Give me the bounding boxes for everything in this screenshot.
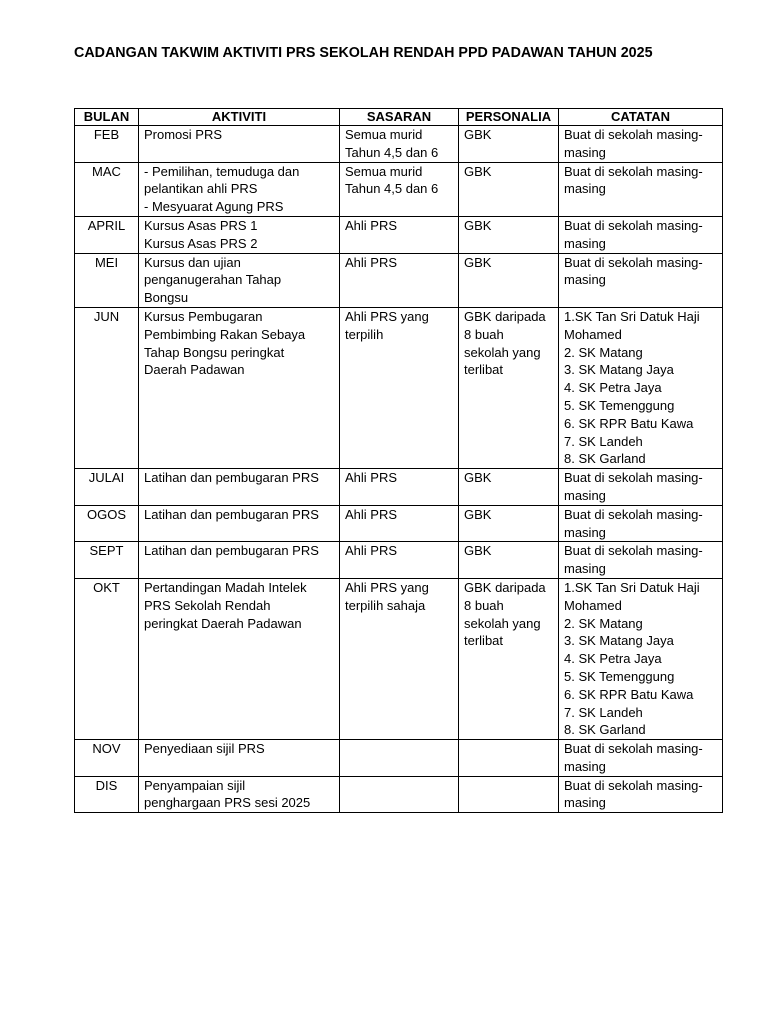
cell-personalia [459,776,559,813]
cell-aktiviti [139,216,340,253]
cell-catatan [559,542,723,579]
cell-personalia [459,253,559,307]
cell-personalia [459,505,559,542]
cell-line: Buat di sekolah masing- [564,163,703,179]
cell-personalia [459,578,559,739]
cell-line: GBK [464,470,492,486]
table-row [75,776,723,813]
cell-line: 8 buah [464,326,504,342]
cell-line: Tahun 4,5 dan 6 [345,144,439,160]
cell-line: Buat di sekolah masing- [564,543,703,559]
cell-line: peringkat Daerah Padawan [144,615,302,631]
header-sasaran: SASARAN [340,109,459,126]
cell-aktiviti [139,469,340,506]
cell-line: Buat di sekolah masing- [564,470,703,486]
cell-line: - Pemilihan, temuduga dan [144,163,300,179]
cell-bulan: JUN [75,307,139,468]
cell-line: terpilih sahaja [345,597,426,613]
cell-line: 3. SK Matang Jaya [564,633,674,649]
cell-line: GBK [464,543,492,559]
cell-line: Buat di sekolah masing- [564,127,703,142]
cell-line: Penyediaan sijil PRS [144,741,265,757]
cell-line: 8 buah [464,597,504,613]
cell-line: Ahli PRS yang [345,579,429,595]
table-row [75,253,723,307]
cell-line: Buat di sekolah masing- [564,777,703,793]
cell-line: Promosi PRS [144,127,223,142]
cell-line: Kursus dan ujian [144,254,241,270]
cell-sasaran [340,740,459,777]
cell-line: Buat di sekolah masing- [564,506,703,522]
cell-line: Pembimbing Rakan Sebaya [144,326,306,342]
cell-line: 7. SK Landeh [564,704,643,720]
table-row [75,542,723,579]
cell-line: Semua murid [345,127,423,142]
document-title: CADANGAN TAKWIM AKTIVITI PRS SEKOLAH RENDAH PPD PADAWAN TAHUN 2025 [74,45,653,61]
cell-line: terlibat [464,362,504,378]
cell-line: 8. SK Garland [564,451,646,467]
table-body [75,126,723,813]
cell-sasaran [340,578,459,739]
cell-aktiviti [139,307,340,468]
cell-personalia [459,740,559,777]
cell-line: sekolah yang [464,344,541,360]
cell-line: GBK daripada [464,308,546,324]
cell-personalia [459,542,559,579]
cell-sasaran [340,469,459,506]
cell-bulan: MEI [75,253,139,307]
cell-line: 8. SK Garland [564,722,646,738]
cell-line: GBK [464,163,492,179]
cell-line: 5. SK Temenggung [564,397,675,413]
cell-line: 2. SK Matang [564,615,643,631]
header-row [75,109,723,126]
cell-line: Latihan dan pembugaran PRS [144,543,319,559]
cell-line: Ahli PRS yang [345,308,429,324]
cell-line: Pertandingan Madah Intelek [144,579,307,595]
cell-line: sekolah yang [464,615,541,631]
cell-sasaran [340,126,459,163]
cell-line: GBK [464,254,492,270]
cell-personalia [459,126,559,163]
cell-line: 5. SK Temenggung [564,668,675,684]
cell-line: 1.SK Tan Sri Datuk Haji [564,579,700,595]
cell-line: Ahli PRS [345,470,398,486]
cell-line: masing [564,272,606,288]
cell-line: Kursus Pembugaran [144,308,263,324]
cell-bulan: DIS [75,776,139,813]
cell-personalia [459,216,559,253]
cell-line: masing [564,795,606,811]
cell-bulan: OKT [75,578,139,739]
cell-sasaran [340,776,459,813]
cell-bulan: JULAI [75,469,139,506]
cell-catatan [559,162,723,216]
cell-sasaran [340,542,459,579]
cell-line: masing [564,524,606,540]
cell-line: Kursus Asas PRS 2 [144,235,258,251]
cell-aktiviti [139,253,340,307]
cell-line: masing [564,144,606,160]
cell-bulan: SEPT [75,542,139,579]
cell-sasaran [340,216,459,253]
header-bulan: BULAN [75,109,139,126]
cell-line: masing [564,181,606,197]
table-row [75,216,723,253]
cell-aktiviti [139,162,340,216]
cell-catatan [559,469,723,506]
cell-line: GBK [464,506,492,522]
cell-line: Kursus Asas PRS 1 [144,217,258,233]
cell-personalia [459,162,559,216]
cell-line: Bongsu [144,290,189,306]
cell-catatan [559,126,723,163]
cell-catatan [559,216,723,253]
cell-line: Tahap Bongsu peringkat [144,344,285,360]
cell-personalia [459,469,559,506]
cell-line: Ahli PRS [345,254,398,270]
cell-line: penganugerahan Tahap [144,272,282,288]
cell-line: penghargaan PRS sesi 2025 [144,795,311,811]
cell-line: 6. SK RPR Batu Kawa [564,686,694,702]
cell-aktiviti [139,505,340,542]
table-row [75,578,723,739]
cell-aktiviti [139,776,340,813]
cell-catatan [559,776,723,813]
cell-line: 3. SK Matang Jaya [564,362,674,378]
cell-line: PRS Sekolah Rendah [144,597,271,613]
cell-catatan [559,505,723,542]
cell-line: Ahli PRS [345,506,398,522]
cell-catatan [559,253,723,307]
cell-aktiviti [139,578,340,739]
cell-line: 4. SK Petra Jaya [564,651,662,667]
cell-bulan: NOV [75,740,139,777]
table-row [75,126,723,163]
cell-line: GBK daripada [464,579,546,595]
cell-line: Tahun 4,5 dan 6 [345,181,439,197]
cell-sasaran [340,162,459,216]
cell-line: masing [564,561,606,577]
cell-line: Daerah Padawan [144,362,245,378]
cell-line: 4. SK Petra Jaya [564,380,662,396]
cell-line: GBK [464,217,492,233]
cell-line: Buat di sekolah masing- [564,217,703,233]
cell-line: - Mesyuarat Agung PRS [144,199,284,215]
table-header [75,109,723,126]
table-row [75,469,723,506]
cell-catatan [559,578,723,739]
cell-line: masing [564,758,606,774]
activity-calendar-table [74,108,723,813]
cell-aktiviti [139,740,340,777]
cell-line: Penyampaian sijil [144,777,246,793]
cell-aktiviti [139,542,340,579]
cell-line: 6. SK RPR Batu Kawa [564,415,694,431]
cell-aktiviti [139,126,340,163]
cell-line: masing [564,487,606,503]
cell-line: Buat di sekolah masing- [564,254,703,270]
cell-line: terpilih [345,326,384,342]
cell-catatan [559,307,723,468]
cell-line: 1.SK Tan Sri Datuk Haji [564,308,700,324]
cell-line: pelantikan ahli PRS [144,181,258,197]
cell-line: GBK [464,127,492,142]
cell-line: terlibat [464,633,504,649]
cell-bulan: APRIL [75,216,139,253]
cell-sasaran [340,307,459,468]
header-catatan: CATATAN [559,109,723,126]
cell-line: Ahli PRS [345,217,398,233]
cell-sasaran [340,505,459,542]
cell-line: 7. SK Landeh [564,433,643,449]
cell-catatan [559,740,723,777]
cell-line: Semua murid [345,163,423,179]
table-row [75,307,723,468]
cell-line: Latihan dan pembugaran PRS [144,506,319,522]
cell-line: Ahli PRS [345,543,398,559]
header-personalia: PERSONALIA [459,109,559,126]
cell-line: Mohamed [564,597,622,613]
cell-line: 2. SK Matang [564,344,643,360]
table-row [75,162,723,216]
table-row [75,505,723,542]
cell-bulan: MAC [75,162,139,216]
cell-personalia [459,307,559,468]
header-aktiviti: AKTIVITI [139,109,340,126]
cell-line: Latihan dan pembugaran PRS [144,470,319,486]
cell-bulan: OGOS [75,505,139,542]
cell-line: Mohamed [564,326,622,342]
cell-line: masing [564,235,606,251]
cell-line: Buat di sekolah masing- [564,741,703,757]
table-row [75,740,723,777]
cell-bulan: FEB [75,126,139,163]
cell-sasaran [340,253,459,307]
